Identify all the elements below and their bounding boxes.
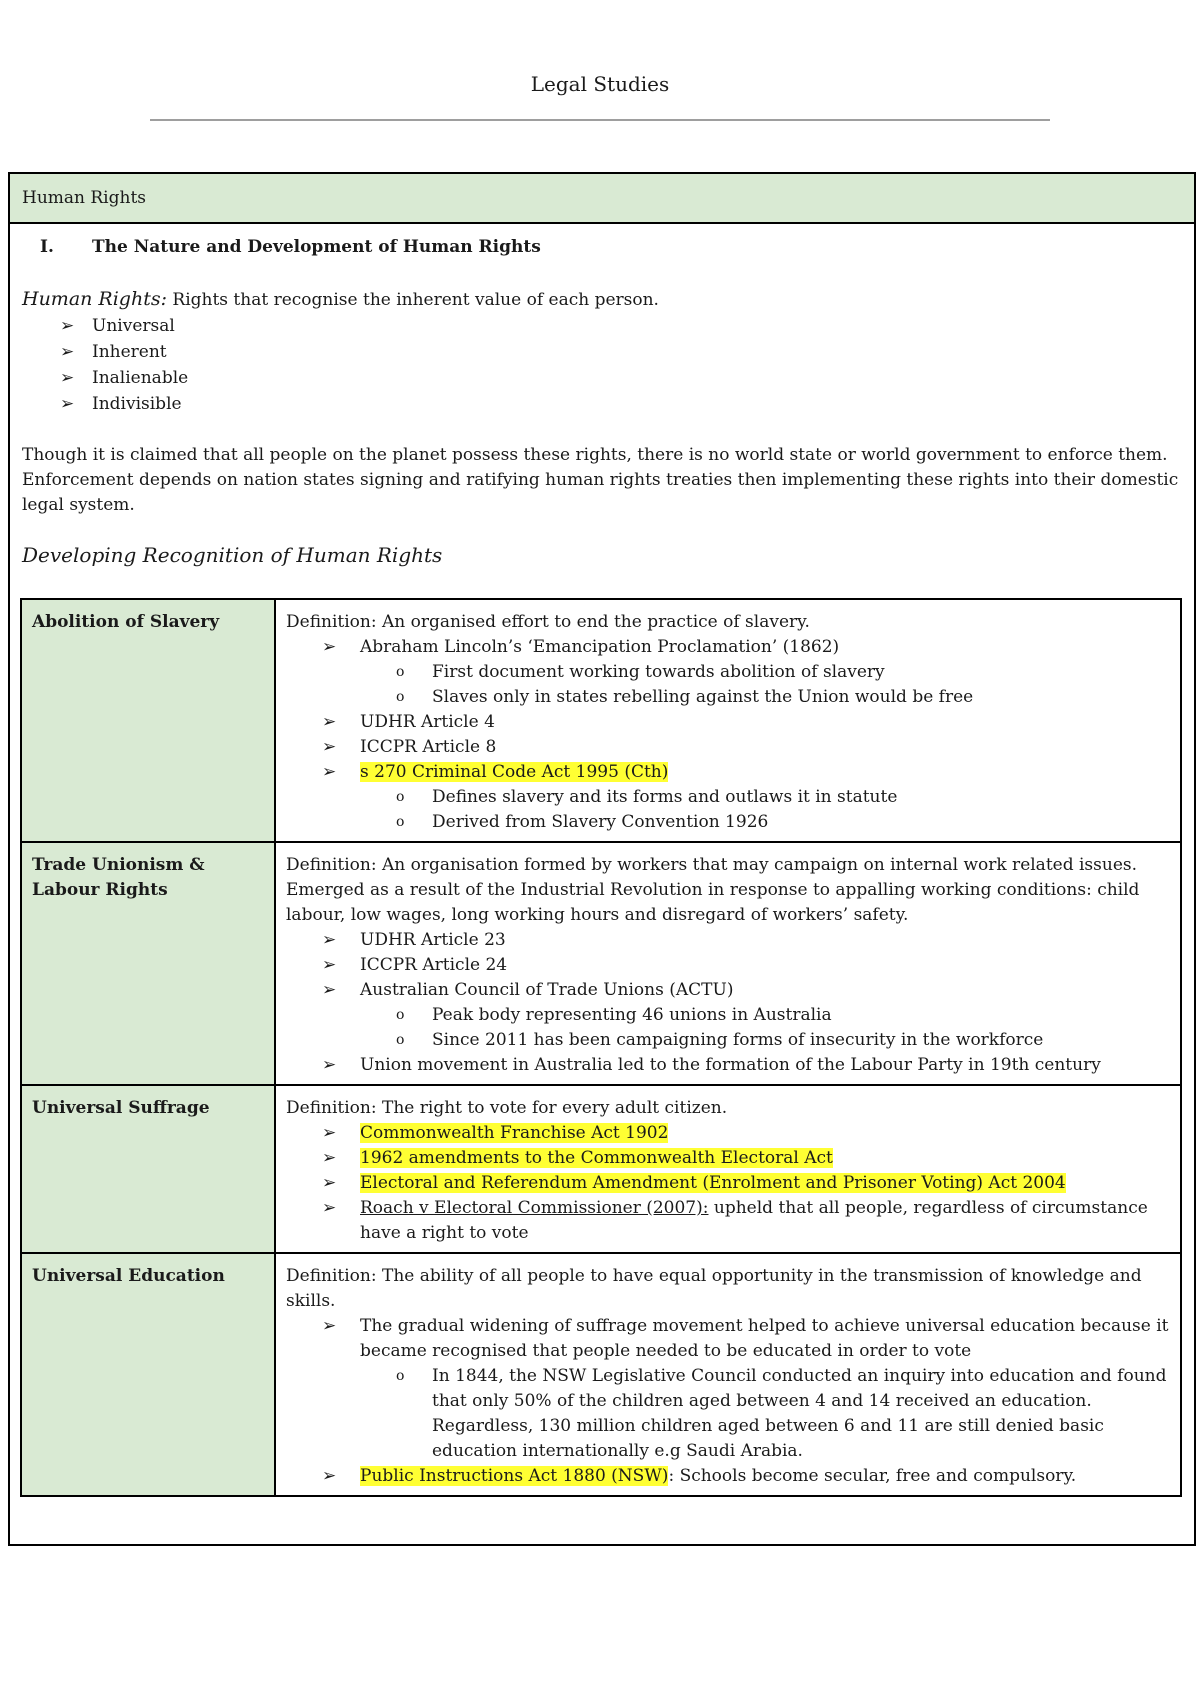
characteristic-text: Inalienable — [92, 368, 189, 388]
row-label: Universal Suffrage — [21, 1085, 275, 1253]
list-item — [286, 735, 1170, 760]
row-label: Universal Education — [21, 1253, 275, 1496]
item-text-wrap — [360, 978, 1170, 1003]
list-item — [286, 1196, 1170, 1246]
item-text-wrap — [432, 1028, 1170, 1053]
definition-line — [22, 286, 1188, 313]
item-text: First document working towards abolition of slavery — [432, 662, 885, 682]
arrow-bullet-icon: ➢ — [60, 316, 75, 336]
item-text: Slaves only in states rebelling against the Union would be free — [432, 687, 974, 707]
arrow-bullet-icon: ➢ — [322, 1055, 337, 1075]
list-item — [286, 760, 1170, 785]
item-text-wrap — [432, 1364, 1170, 1464]
characteristic-text: Indivisible — [92, 394, 182, 414]
item-text: UDHR Article 4 — [360, 712, 495, 732]
sub-list-item — [286, 1003, 1170, 1028]
characteristic-item — [22, 365, 1188, 391]
item-text-wrap — [360, 635, 1170, 660]
item-text: Roach v Electoral Commissioner (2007): — [360, 1198, 709, 1218]
item-text: Peak body representing 46 unions in Australia — [432, 1005, 832, 1025]
topic-heading-text: The Nature and Development of Human Rights — [92, 237, 541, 257]
row-label: Abolition of Slavery — [21, 599, 275, 842]
item-text: The gradual widening of suffrage movement helped to achieve universal education because it became recognised that people needed to be educated in order to vote — [360, 1316, 1169, 1361]
item-text-wrap — [360, 1171, 1170, 1196]
row-content — [275, 599, 1181, 842]
row-content — [275, 1253, 1181, 1496]
subsection-title: Developing Recognition of Human Rights — [22, 543, 443, 567]
item-text: Since 2011 has been campaigning forms of insecurity in the workforce — [432, 1030, 1044, 1050]
list-item — [286, 1146, 1170, 1171]
circle-bullet-icon: o — [396, 689, 405, 705]
item-text: UDHR Article 23 — [360, 930, 506, 950]
section-title: Human Rights — [22, 188, 147, 208]
arrow-bullet-icon: ➢ — [322, 980, 337, 1000]
arrow-bullet-icon: ➢ — [322, 712, 337, 732]
item-text: Abraham Lincoln’s ‘Emancipation Proclamation’ (1862) — [360, 637, 840, 657]
item-text-wrap — [360, 928, 1170, 953]
list-item — [286, 710, 1170, 735]
row-content — [275, 1085, 1181, 1253]
sub-list-item — [286, 1028, 1170, 1053]
item-text-wrap — [360, 1121, 1170, 1146]
item-text: Public Instructions Act 1880 (NSW) — [360, 1466, 669, 1486]
enforcement-paragraph: Though it is claimed that all people on the planet possess these rights, there is no world state or world government to enforce them. Enforcement depends on nation states signing and ratifying human rights treaties then implementing these rights into their domestic legal system. — [22, 445, 1179, 515]
item-text-wrap — [360, 1053, 1170, 1078]
item-text-wrap — [360, 710, 1170, 735]
item-text: ICCPR Article 24 — [360, 955, 508, 975]
item-text: Defines slavery and its forms and outlaws it in statute — [432, 787, 898, 807]
list-item — [286, 1171, 1170, 1196]
arrow-bullet-icon: ➢ — [322, 1198, 337, 1218]
item-text: ICCPR Article 8 — [360, 737, 497, 757]
item-text-wrap — [432, 1003, 1170, 1028]
circle-bullet-icon: o — [396, 1007, 405, 1023]
row-label: Trade Unionism & Labour Rights — [21, 842, 275, 1085]
list-item — [286, 1053, 1170, 1078]
circle-bullet-icon: o — [396, 1368, 405, 1384]
topic-heading — [40, 237, 541, 257]
characteristic-text: Universal — [92, 316, 175, 336]
arrow-bullet-icon: ➢ — [60, 342, 75, 362]
page-header-title: Legal Studies — [530, 72, 670, 96]
item-text-wrap — [360, 1464, 1170, 1489]
arrow-bullet-icon: ➢ — [322, 930, 337, 950]
arrow-bullet-icon: ➢ — [322, 737, 337, 757]
table-row — [21, 1253, 1181, 1496]
table-row — [21, 599, 1181, 842]
definition-term: Human Rights: — [22, 288, 167, 310]
sub-list-item — [286, 660, 1170, 685]
item-text-rest: : Schools become secular, free and compulsory. — [668, 1466, 1077, 1486]
item-text-wrap — [360, 1146, 1170, 1171]
item-text: 1962 amendments to the Commonwealth Electoral Act — [360, 1148, 833, 1168]
definition-text: Rights that recognise the inherent value of each person. — [167, 290, 659, 310]
circle-bullet-icon: o — [396, 664, 405, 680]
item-text: Electoral and Referendum Amendment (Enrolment and Prisoner Voting) Act 2004 — [360, 1173, 1066, 1193]
recognition-table — [20, 598, 1182, 1497]
item-text-wrap — [360, 953, 1170, 978]
arrow-bullet-icon: ➢ — [322, 637, 337, 657]
sub-list-item — [286, 810, 1170, 835]
item-text: Commonwealth Franchise Act 1902 — [360, 1123, 669, 1143]
item-text: s 270 Criminal Code Act 1995 (Cth) — [360, 762, 669, 782]
characteristic-item — [22, 391, 1188, 417]
list-item — [286, 1121, 1170, 1146]
item-text: Derived from Slavery Convention 1926 — [432, 812, 769, 832]
characteristic-text: Inherent — [92, 342, 167, 362]
item-text-rest: upheld that all people, regardless of circumstance have a right to vote — [360, 1198, 1148, 1243]
list-item — [286, 635, 1170, 660]
table-row — [21, 842, 1181, 1085]
row-definition: Definition: An organised effort to end the practice of slavery. — [286, 612, 810, 632]
characteristics-list — [22, 313, 1188, 417]
item-text-wrap — [432, 785, 1170, 810]
section-title-bar — [10, 174, 1194, 224]
arrow-bullet-icon: ➢ — [322, 1173, 337, 1193]
circle-bullet-icon: o — [396, 1032, 405, 1048]
circle-bullet-icon: o — [396, 789, 405, 805]
item-text-wrap — [432, 810, 1170, 835]
list-item — [286, 1314, 1170, 1364]
item-text: Australian Council of Trade Unions (ACTU) — [360, 980, 734, 1000]
list-item — [286, 928, 1170, 953]
circle-bullet-icon: o — [396, 814, 405, 830]
characteristic-item — [22, 313, 1188, 339]
arrow-bullet-icon: ➢ — [60, 368, 75, 388]
row-definition: Definition: An organisation formed by workers that may campaign on internal work related issues. Emerged as a result of the Industrial Revolution in response to appalling working conditions: child labour, low wages, long working hours and disregard of workers’ safety. — [286, 855, 1140, 925]
item-text: In 1844, the NSW Legislative Council conducted an inquiry into education and found that only 50% of the children aged between 4 and 14 received an education. Regardless, 130 million children aged between 6 and 11 are still denied basic education internationally e.g Saudi Arabia. — [432, 1366, 1167, 1461]
header-divider — [150, 119, 1050, 121]
arrow-bullet-icon: ➢ — [322, 955, 337, 975]
list-item — [286, 1464, 1170, 1489]
sub-list-item — [286, 785, 1170, 810]
arrow-bullet-icon: ➢ — [60, 394, 75, 414]
item-text-wrap — [360, 1196, 1170, 1246]
characteristic-item — [22, 339, 1188, 365]
list-item — [286, 978, 1170, 1003]
row-definition: Definition: The ability of all people to have equal opportunity in the transmission of knowledge and skills. — [286, 1266, 1142, 1311]
intro-block — [22, 286, 1188, 568]
item-text-wrap — [360, 1314, 1170, 1364]
topic-heading-number: I. — [40, 237, 54, 257]
arrow-bullet-icon: ➢ — [322, 1466, 337, 1486]
item-text-wrap — [360, 735, 1170, 760]
list-item — [286, 953, 1170, 978]
sub-list-item — [286, 685, 1170, 710]
item-text: Union movement in Australia led to the formation of the Labour Party in 19th century — [360, 1055, 1101, 1075]
item-text-wrap — [432, 685, 1170, 710]
row-content — [275, 842, 1181, 1085]
arrow-bullet-icon: ➢ — [322, 1316, 337, 1336]
table-row — [21, 1085, 1181, 1253]
arrow-bullet-icon: ➢ — [322, 762, 337, 782]
item-text-wrap — [432, 660, 1170, 685]
row-definition: Definition: The right to vote for every adult citizen. — [286, 1098, 728, 1118]
sub-list-item — [286, 1364, 1170, 1464]
arrow-bullet-icon: ➢ — [322, 1148, 337, 1168]
notes-container — [8, 172, 1196, 1546]
item-text-wrap — [360, 760, 1170, 785]
arrow-bullet-icon: ➢ — [322, 1123, 337, 1143]
